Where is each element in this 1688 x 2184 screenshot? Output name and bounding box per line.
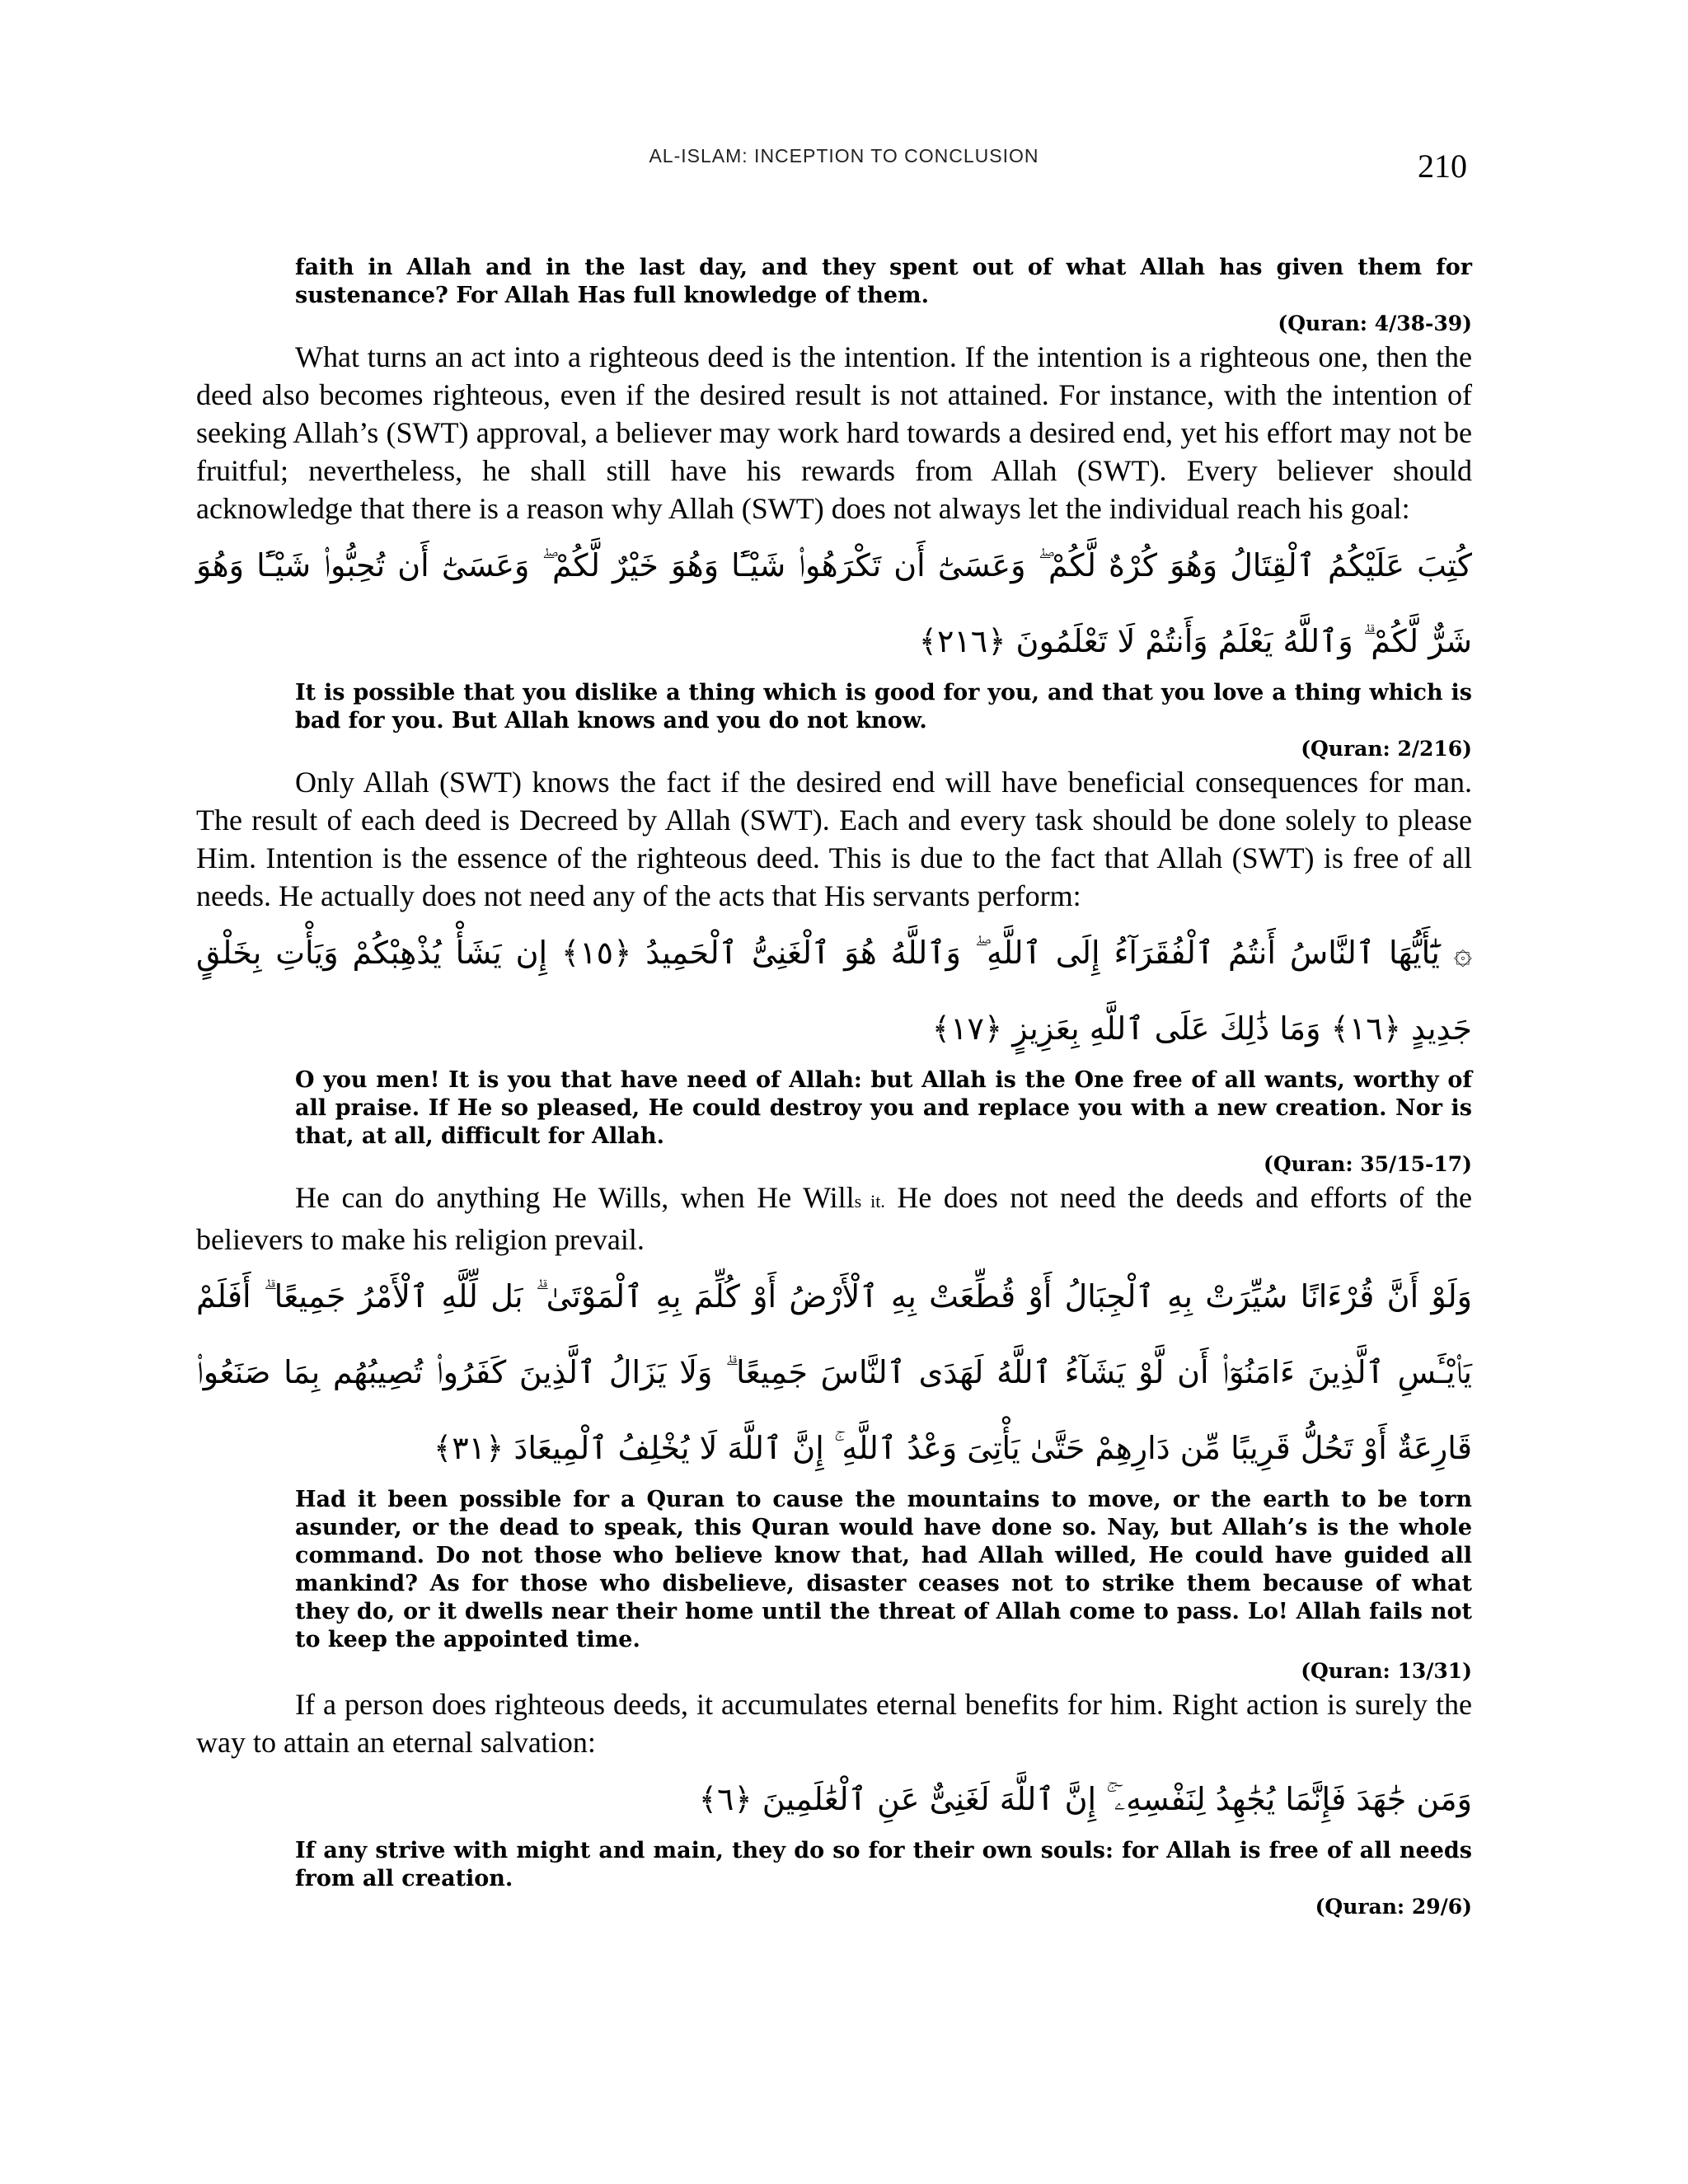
- quran-reference: (Quran: 2/216): [1301, 737, 1472, 761]
- quran-reference: (Quran: 29/6): [1315, 1895, 1472, 1919]
- quran-reference: (Quran: 4/38-39): [1278, 312, 1472, 335]
- quote-translation: Had it been possible for a Quran to cause the mountains to move, or the earth to be torn asunder, or the dead to speak, this Quran would have done so. Nay, but Allah’s is the whole command. Do not those who believe know that, had Allah willed, He could have guided all mankind? As for those who disbelieve, disaster ceases not to strike them because of what they do, or it dwells near their home until the threat of Allah come to pass. Lo! Allah fails not to keep the appointed time.: [295, 1487, 1472, 1652]
- quote-translation: If any strive with might and main, they do so for their own souls: for Allah is free of all needs from all creation.: [295, 1838, 1472, 1891]
- arabic-verse: كُتِبَ عَلَيْكُمُ ٱلْقِتَالُ وَهُوَ كُرْهٌ لَّكُمْ ۖ وَعَسَىٰٓ أَن تَكْرَهُوا۟ شَيْـًٔا وَهُوَ خَيْرٌ لَّكُمْ ۖ وَعَسَىٰٓ أَن تُحِبُّوا۟ شَيْـًٔا وَهُوَ شَرٌّ لَّكُمْ ۗ وَٱللَّهُ يَعْلَمُ وَأَنتُمْ لَا تَعْلَمُونَ ﴿٢١٦﴾: [196, 547, 1472, 659]
- body-paragraph: [196, 1179, 1472, 1258]
- arabic-verse: ۞ يَٰٓأَيُّهَا ٱلنَّاسُ أَنتُمُ ٱلْفُقَرَآءُ إِلَى ٱللَّهِ ۖ وَٱللَّهُ هُوَ ٱلْغَنِىُّ ٱلْحَمِيدُ ﴿١٥﴾ إِن يَشَأْ يُذْهِبْكُمْ وَيَأْتِ بِخَلْقٍ جَدِيدٍ ﴿١٦﴾ وَمَا ذَٰلِكَ عَلَى ٱللَّهِ بِعَزِيزٍ ﴿١٧﴾: [196, 935, 1472, 1047]
- paragraph-text: He can do anything He Wills, when He Will: [295, 1181, 855, 1214]
- arabic-verse: وَمَن جَٰهَدَ فَإِنَّمَا يُجَٰهِدُ لِنَفْسِهِۦٓ ۚ إِنَّ ٱللَّهَ لَغَنِىٌّ عَنِ ٱلْعَٰلَمِينَ ﴿٦﴾: [698, 1781, 1472, 1817]
- paragraph-text-small: s it.: [854, 1191, 885, 1212]
- page-body: [196, 254, 1472, 1921]
- paragraph-text: He does not need the deeds and efforts of the believers to make his religion prevail.: [196, 1181, 1473, 1256]
- quote-translation: O you men! It is you that have need of Allah: but Allah is the One free of all wants, worthy of all praise. If He so pleased, He could destroy you and replace you with a new creation. Nor is that, at all, difficult for Allah.: [295, 1067, 1472, 1149]
- running-header: AL-ISLAM: INCEPTION TO CONCLUSION: [649, 145, 1039, 166]
- body-paragraph: What turns an act into a righteous deed is the intention. If the intention is a righteous one, then the deed also becomes righteous, even if the desired result is not attained. For instance, with the intention of seeking Allah’s (SWT) approval, a believer may work hard towards a desired end, yet his effort may not be fruitful; nevertheless, he shall still have his rewards from Allah (SWT). Every believer should acknowledge that there is a reason why Allah (SWT) does not always let the individual reach his goal:: [196, 340, 1472, 525]
- arabic-verse: وَلَوْ أَنَّ قُرْءَانًا سُيِّرَتْ بِهِ ٱلْجِبَالُ أَوْ قُطِّعَتْ بِهِ ٱلْأَرْضُ أَوْ كُلِّمَ بِهِ ٱلْمَوْتَىٰ ۗ بَل لِّلَّهِ ٱلْأَمْرُ جَمِيعًا ۗ أَفَلَمْ يَا۟يْـَٔسِ ٱلَّذِينَ ءَامَنُوٓا۟ أَن لَّوْ يَشَآءُ ٱللَّهُ لَهَدَى ٱلنَّاسَ جَمِيعًا ۗ وَلَا يَزَالُ ٱلَّذِينَ كَفَرُوا۟ تُصِيبُهُم بِمَا صَنَعُوا۟ قَارِعَةٌ أَوْ تَحُلُّ قَرِيبًا مِّن دَارِهِمْ حَتَّىٰ يَأْتِىَ وَعْدُ ٱللَّهِ ۚ إِنَّ ٱللَّهَ لَا يُخْلِفُ ٱلْمِيعَادَ ﴿٣١﴾: [196, 1278, 1472, 1466]
- quran-reference: (Quran: 13/31): [1301, 1659, 1472, 1683]
- quote-translation: It is possible that you dislike a thing which is good for you, and that you love a thing which is bad for you. But Allah knows and you do not know.: [295, 680, 1472, 733]
- quran-reference: (Quran: 35/15-17): [1264, 1152, 1472, 1176]
- body-paragraph: If a person does righteous deeds, it accumulates eternal benefits for him. Right action is surely the way to attain an eternal salvation:: [196, 1688, 1472, 1759]
- quote-translation: faith in Allah and in the last day, and they spent out of what Allah has given them for sustenance? For Allah Has full knowledge of them.: [295, 255, 1472, 308]
- page-number: 210: [1418, 148, 1467, 185]
- body-paragraph: Only Allah (SWT) knows the fact if the desired end will have beneficial consequences for man. The result of each deed is Decreed by Allah (SWT). Each and every task should be done solely to please Him. Intention is the essence of the righteous deed. This is due to the fact that Allah (SWT) is free of all needs. He actually does not need any of the acts that His servants perform:: [196, 766, 1472, 912]
